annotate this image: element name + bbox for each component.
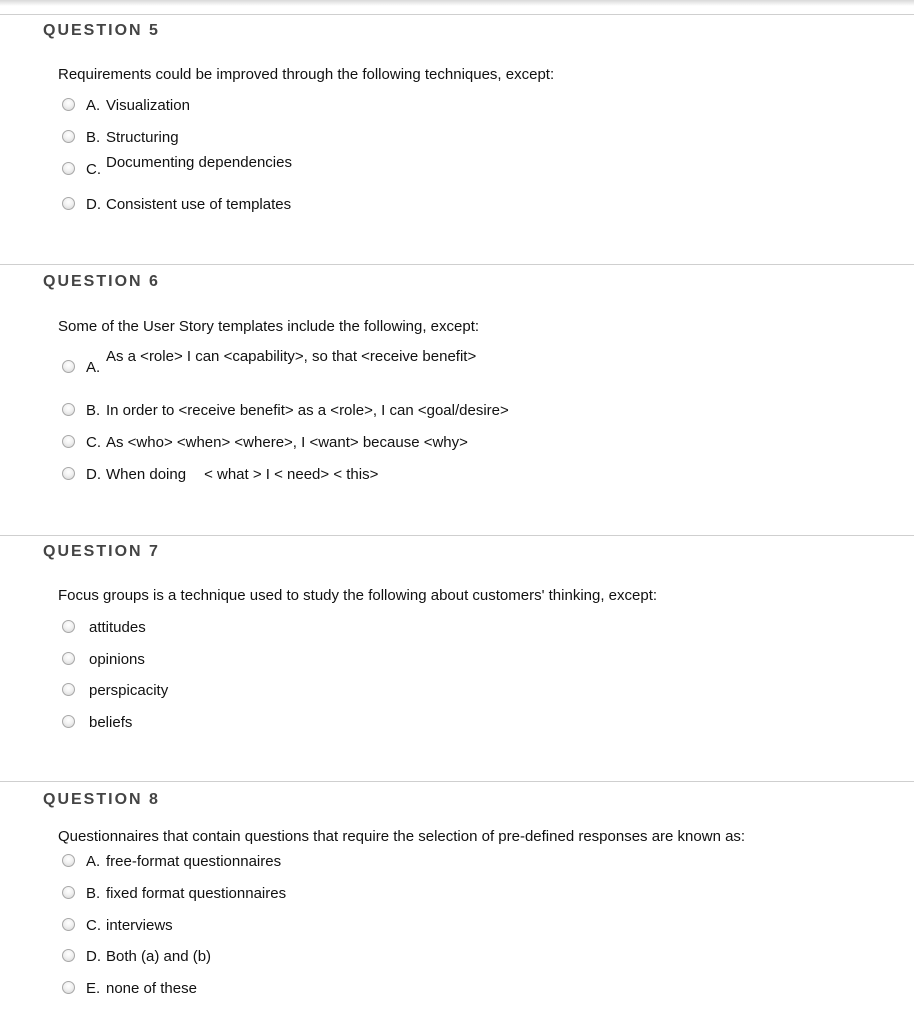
radio-button[interactable] [62,197,75,210]
radio-button[interactable] [62,403,75,416]
radio-button[interactable] [62,949,75,962]
radio-button[interactable] [62,981,75,994]
question-6-heading: QUESTION 6 [43,273,160,290]
radio-button[interactable] [62,683,75,696]
radio-button[interactable] [62,715,75,728]
divider [0,781,914,782]
radio-button[interactable] [62,886,75,899]
radio-button[interactable] [62,918,75,931]
question-6-prompt: Some of the User Story templates include the following, except: [58,318,480,335]
top-shadow [0,0,914,6]
question-5-heading: QUESTION 5 [43,22,160,39]
radio-button[interactable] [62,360,75,373]
radio-button[interactable] [62,435,75,448]
radio-button[interactable] [62,98,75,111]
radio-button[interactable] [62,854,75,867]
radio-button[interactable] [62,162,75,175]
divider [0,535,914,536]
radio-button[interactable] [62,620,75,633]
question-5-prompt: Requirements could be improved through the following techniques, except: [58,66,555,83]
radio-button[interactable] [62,130,75,143]
question-8-heading: QUESTION 8 [43,791,160,808]
question-8-prompt: Questionnaires that contain questions that require the selection of pre-defined responses are known as: [58,828,746,845]
radio-button[interactable] [62,652,75,665]
radio-button[interactable] [62,467,75,480]
divider [0,264,914,265]
question-7-prompt: Focus groups is a technique used to study the following about customers' thinking, except: [58,587,658,604]
question-7-heading: QUESTION 7 [43,543,160,560]
divider [0,14,914,15]
